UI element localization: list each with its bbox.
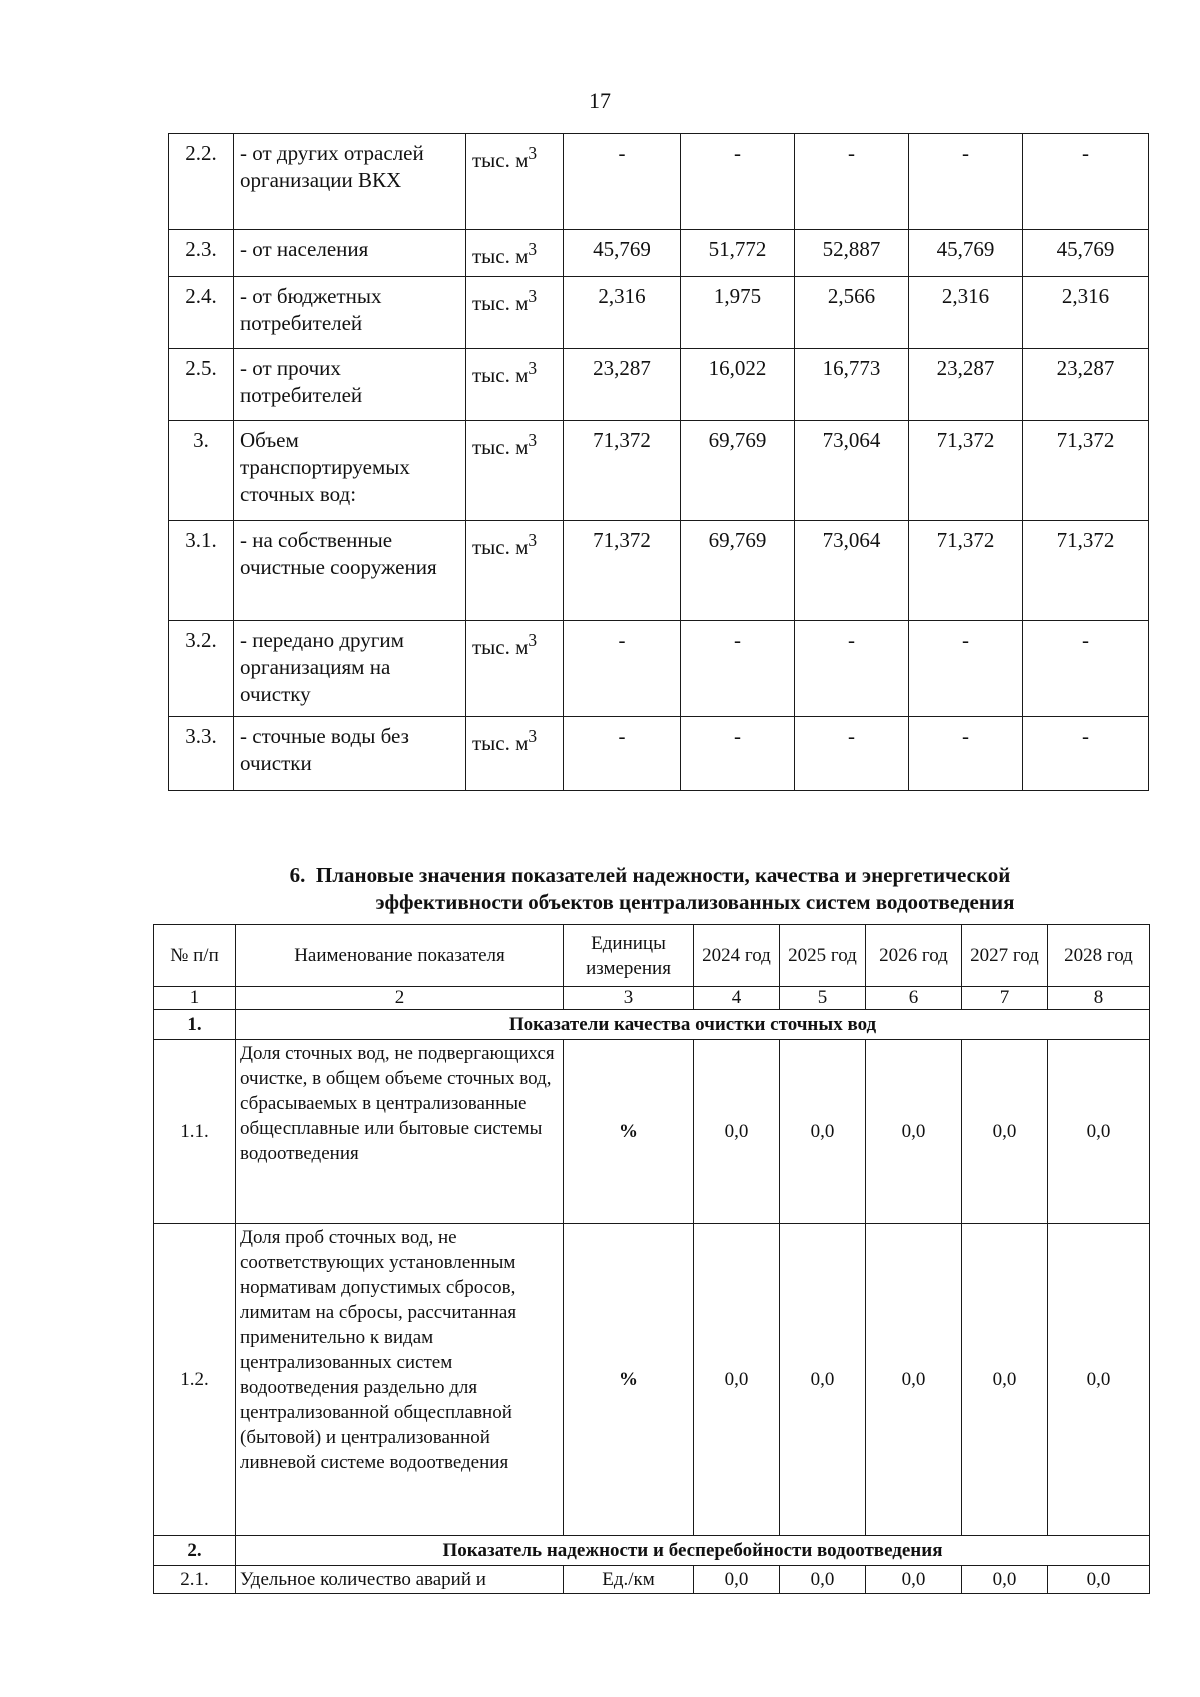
value-cell: 71,372 xyxy=(564,521,681,621)
unit-superscript: 3 xyxy=(528,726,538,746)
value-cell: - xyxy=(681,134,795,230)
row-number: 1.1. xyxy=(154,1040,236,1224)
indicator-name: - от бюджетных потребителей xyxy=(234,277,466,349)
unit-cell xyxy=(466,621,564,717)
value-cell: 23,287 xyxy=(909,349,1023,421)
section-title: Показатель надежности и бесперебойности водоотведения xyxy=(236,1536,1150,1566)
row-number: 2.2. xyxy=(169,134,234,230)
indicator-name: - на собственные очистные сооружения xyxy=(234,521,466,621)
value-cell: 2,566 xyxy=(795,277,909,349)
table-row xyxy=(169,230,1149,277)
header-cell: № п/п xyxy=(154,925,236,987)
value-cell: 0,0 xyxy=(866,1566,962,1594)
value-cell: 0,0 xyxy=(866,1040,962,1224)
table-row xyxy=(169,349,1149,421)
value-cell: 51,772 xyxy=(681,230,795,277)
value-cell: 71,372 xyxy=(1023,421,1149,521)
value-cell: 1,975 xyxy=(681,277,795,349)
value-cell: 69,769 xyxy=(681,521,795,621)
section-row xyxy=(154,1536,1150,1566)
header-cell: 2028 год xyxy=(1048,925,1150,987)
table-header-row xyxy=(154,925,1150,987)
column-index-cell: 1 xyxy=(154,987,236,1010)
value-cell: 52,887 xyxy=(795,230,909,277)
table-row xyxy=(169,277,1149,349)
planned-indicators-table xyxy=(153,924,1150,1594)
value-cell: 0,0 xyxy=(962,1040,1048,1224)
page-number: 17 xyxy=(589,88,611,113)
header-cell: Единицы измерения xyxy=(564,925,694,987)
indicator-name: - сточные воды без очистки xyxy=(234,717,466,791)
row-number: 2.3. xyxy=(169,230,234,277)
section-title: Показатели качества очистки сточных вод xyxy=(236,1010,1150,1040)
unit-text: тыс. м xyxy=(472,291,529,315)
unit-cell xyxy=(466,521,564,621)
table-row xyxy=(169,134,1149,230)
row-number: 3. xyxy=(169,421,234,521)
value-cell: 0,0 xyxy=(962,1566,1048,1594)
unit-superscript: 3 xyxy=(528,358,538,378)
unit-cell: Ед./км xyxy=(564,1566,694,1594)
table-row xyxy=(154,1566,1150,1594)
indicator-name: Объем транспортируемых сточных вод: xyxy=(234,421,466,521)
value-cell: 71,372 xyxy=(909,521,1023,621)
value-cell: 0,0 xyxy=(780,1040,866,1224)
indicator-name: - от населения xyxy=(234,230,466,277)
value-cell: 0,0 xyxy=(962,1224,1048,1536)
table-row xyxy=(169,421,1149,521)
value-cell: 16,022 xyxy=(681,349,795,421)
unit-text: тыс. м xyxy=(472,244,529,268)
value-cell: - xyxy=(795,717,909,791)
header-cell: 2026 год xyxy=(866,925,962,987)
unit-superscript: 3 xyxy=(528,630,538,650)
row-number: 3.1. xyxy=(169,521,234,621)
section-title-line-1-text: Плановые значения показателей надежности, качества и энергетической xyxy=(315,863,1011,887)
value-cell: - xyxy=(909,717,1023,791)
unit-cell xyxy=(466,349,564,421)
unit-text: тыс. м xyxy=(472,435,529,459)
value-cell: 71,372 xyxy=(564,421,681,521)
section-number: 2. xyxy=(154,1536,236,1566)
value-cell: - xyxy=(564,717,681,791)
section-title-line-2-text: эффективности объектов централизованных систем водоотведения xyxy=(375,890,1015,914)
value-cell: - xyxy=(1023,717,1149,791)
column-index-cell: 3 xyxy=(564,987,694,1010)
value-cell: 0,0 xyxy=(780,1224,866,1536)
unit-cell: % xyxy=(564,1040,694,1224)
value-cell: - xyxy=(564,134,681,230)
table-row xyxy=(169,717,1149,791)
value-cell: 73,064 xyxy=(795,421,909,521)
row-number: 3.3. xyxy=(169,717,234,791)
value-cell: 0,0 xyxy=(1048,1040,1150,1224)
unit-cell xyxy=(466,717,564,791)
wastewater-volume-table xyxy=(168,133,1149,791)
value-cell: - xyxy=(1023,134,1149,230)
row-number: 1.2. xyxy=(154,1224,236,1536)
value-cell: 0,0 xyxy=(694,1224,780,1536)
value-cell: 45,769 xyxy=(1023,230,1149,277)
unit-superscript: 3 xyxy=(528,530,538,550)
row-number: 2.1. xyxy=(154,1566,236,1594)
value-cell: 23,287 xyxy=(1023,349,1149,421)
header-cell: 2024 год xyxy=(694,925,780,987)
value-cell: 0,0 xyxy=(780,1566,866,1594)
header-cell: 2025 год xyxy=(780,925,866,987)
column-index-cell: 6 xyxy=(866,987,962,1010)
value-cell: 0,0 xyxy=(694,1040,780,1224)
unit-cell: % xyxy=(564,1224,694,1536)
column-index-cell: 2 xyxy=(236,987,564,1010)
value-cell: 0,0 xyxy=(694,1566,780,1594)
unit-cell xyxy=(466,277,564,349)
column-index-cell: 5 xyxy=(780,987,866,1010)
indicator-name: - от других отраслей организации ВКХ xyxy=(234,134,466,230)
section-title-line-1 xyxy=(150,862,1150,889)
column-index-cell: 4 xyxy=(694,987,780,1010)
value-cell: 2,316 xyxy=(1023,277,1149,349)
column-index-cell: 7 xyxy=(962,987,1048,1010)
unit-superscript: 3 xyxy=(528,286,538,306)
value-cell: 71,372 xyxy=(909,421,1023,521)
indicator-name: - передано другим организациям на очистку xyxy=(234,621,466,717)
value-cell: 16,773 xyxy=(795,349,909,421)
value-cell: - xyxy=(681,717,795,791)
unit-text: тыс. м xyxy=(472,731,529,755)
indicator-name: Доля проб сточных вод, не соответствующих установленным нормативам допустимых сбросов, лимитам на сбросы, рассчитанная применительно к видам централизованных систем водоотведения раздельно для централизованной общесплавной (бытовой) и централизованной ливневой системе водоотведения xyxy=(236,1224,564,1536)
row-number: 2.5. xyxy=(169,349,234,421)
unit-superscript: 3 xyxy=(528,430,538,450)
column-index-row xyxy=(154,987,1150,1010)
value-cell: 0,0 xyxy=(866,1224,962,1536)
unit-text: тыс. м xyxy=(472,635,529,659)
unit-cell xyxy=(466,421,564,521)
value-cell: 23,287 xyxy=(564,349,681,421)
value-cell: 2,316 xyxy=(909,277,1023,349)
row-number: 2.4. xyxy=(169,277,234,349)
header-cell: Наименование показателя xyxy=(236,925,564,987)
value-cell: - xyxy=(795,621,909,717)
unit-cell xyxy=(466,230,564,277)
column-index-cell: 8 xyxy=(1048,987,1150,1010)
indicator-name: - от прочих потребителей xyxy=(234,349,466,421)
value-cell: - xyxy=(909,621,1023,717)
table-row xyxy=(154,1040,1150,1224)
value-cell: - xyxy=(564,621,681,717)
value-cell: 0,0 xyxy=(1048,1224,1150,1536)
value-cell: 71,372 xyxy=(1023,521,1149,621)
section-number: 6. xyxy=(289,863,306,887)
section-number: 1. xyxy=(154,1010,236,1040)
indicator-name: Удельное количество аварий и xyxy=(236,1566,564,1594)
table-row xyxy=(169,621,1149,717)
value-cell: - xyxy=(909,134,1023,230)
row-number: 3.2. xyxy=(169,621,234,717)
value-cell: 0,0 xyxy=(1048,1566,1150,1594)
section-heading xyxy=(150,862,1150,916)
unit-cell xyxy=(466,134,564,230)
value-cell: 45,769 xyxy=(564,230,681,277)
value-cell: 73,064 xyxy=(795,521,909,621)
unit-text: тыс. м xyxy=(472,535,529,559)
unit-text: тыс. м xyxy=(472,148,529,172)
value-cell: 2,316 xyxy=(564,277,681,349)
value-cell: - xyxy=(681,621,795,717)
value-cell: - xyxy=(795,134,909,230)
indicator-name: Доля сточных вод, не подвергающихся очистке, в общем объеме сточных вод, сбрасываемых в централизованные общесплавные или бытовые системы водоотведения xyxy=(236,1040,564,1224)
value-cell: 45,769 xyxy=(909,230,1023,277)
table-row xyxy=(154,1224,1150,1536)
unit-superscript: 3 xyxy=(528,239,538,259)
unit-text: тыс. м xyxy=(472,363,529,387)
section-row xyxy=(154,1010,1150,1040)
section-title-line-2 xyxy=(150,889,1150,916)
header-cell: 2027 год xyxy=(962,925,1048,987)
value-cell: - xyxy=(1023,621,1149,717)
table-row xyxy=(169,521,1149,621)
value-cell: 69,769 xyxy=(681,421,795,521)
unit-superscript: 3 xyxy=(528,143,538,163)
